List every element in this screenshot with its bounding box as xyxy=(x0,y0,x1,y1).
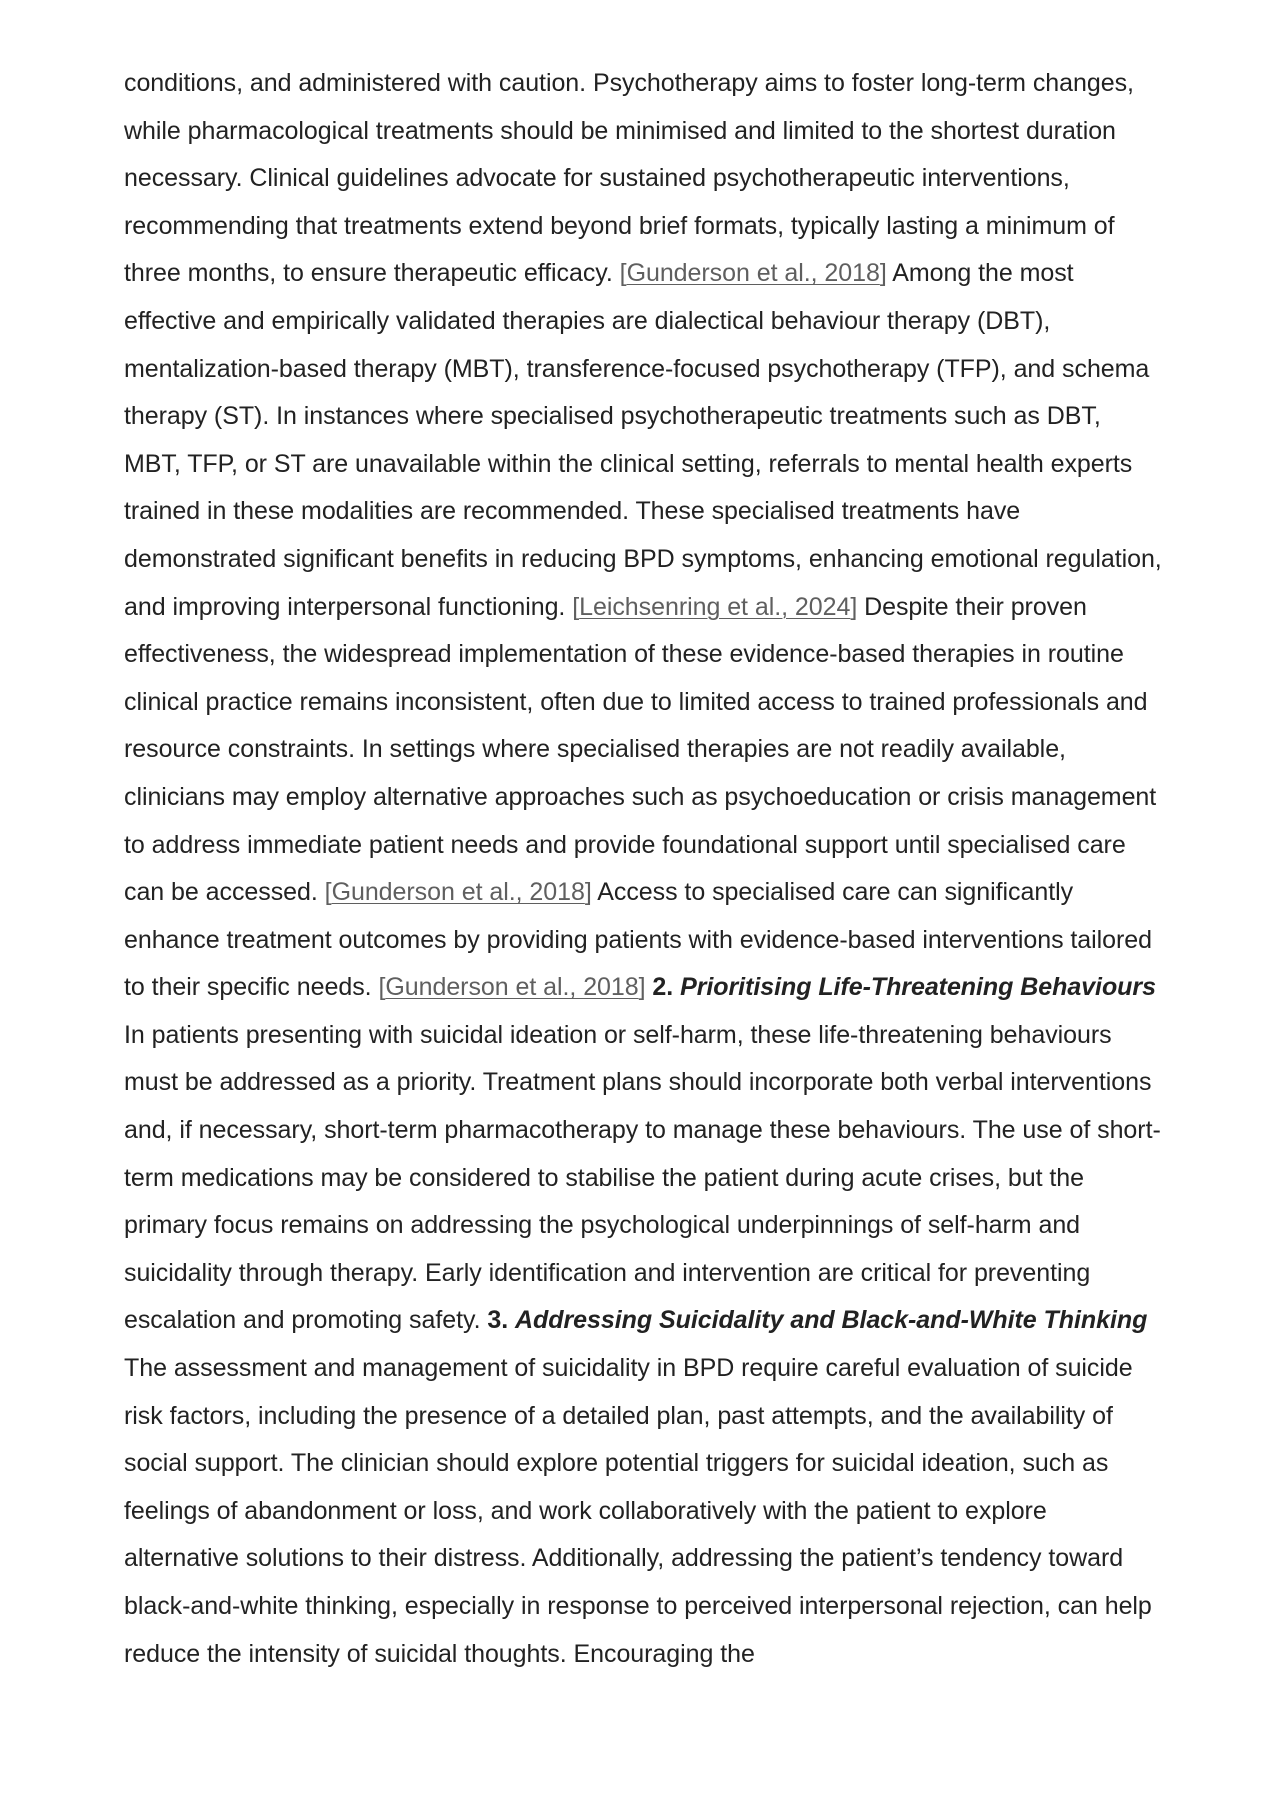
citation-link[interactable]: Leichsenring et al., 2024 xyxy=(579,592,851,621)
text-segment: Despite their proven effectiveness, the widespread implementation of these evidence-based therapies in routine clinical practice remains inconsistent, often due to limited access to trained professionals and resource constraints. In settings where specialised therapies are not readily available, clinicians may employ alternative approaches such as psychoeducation or crisis management to address immediate patient needs and provide foundational support until specialised care can be accessed. xyxy=(124,592,1157,907)
citation-link[interactable]: Gunderson et al., 2018 xyxy=(331,878,585,907)
body-paragraph xyxy=(124,60,1164,1678)
citation: [Leichsenring et al., 2024] xyxy=(572,592,858,621)
section-number: 3. xyxy=(487,1306,509,1335)
text-segment: Access to specialised care can significantly enhance treatment outcomes by providing patients with evidence-based interventions tailored to their specific needs. xyxy=(124,878,1153,1002)
text-segment: In patients presenting with suicidal ideation or self-harm, these life-threatening behaviours must be addressed as a priority. Treatment plans should incorporate both verbal interventions and, if necessary, short-term pharmacotherapy to manage these behaviours. The use of short-term medications may be considered to stabilise the patient during acute crises, but the primary focus remains on addressing the psychological underpinnings of self-harm and suicidality through therapy. Early identification and intervention are critical for preventing escalation and promoting safety. xyxy=(124,1020,1161,1335)
document-body xyxy=(124,60,1164,1678)
citation: [Gunderson et al., 2018] xyxy=(378,973,646,1002)
text-segment: The assessment and management of suicidality in BPD require careful evaluation of suicide risk factors, including the presence of a detailed plan, past attempts, and the availability of social support. The clinician should explore potential triggers for suicidal ideation, such as feelings of abandonment or loss, and work collaboratively with the patient to explore alternative solutions to their distress. Additionally, addressing the patient’s tendency toward black-and-white thinking, especially in response to perceived interpersonal rejection, can help reduce the intensity of suicidal thoughts. Encouraging the xyxy=(124,1354,1152,1668)
citation: [Gunderson et al., 2018] xyxy=(324,878,592,907)
section-heading: Addressing Suicidality and Black-and-White Thinking xyxy=(515,1306,1148,1335)
section-number: 2. xyxy=(652,973,674,1002)
citation: [Gunderson et al., 2018] xyxy=(619,259,887,288)
text-segment: Among the most effective and empirically validated therapies are dialectical behaviour therapy (DBT), mentalization-based therapy (MBT), transference-focused psychotherapy (TFP), and schema therapy (ST). In instances where specialised psychotherapeutic treatments such as DBT, MBT, TFP, or ST are unavailable within the clinical setting, referrals to mental health experts trained in these modalities are recommended. These specialised treatments have demonstrated significant benefits in reducing BPD symptoms, enhancing emotional regulation, and improving interpersonal functioning. xyxy=(124,259,1162,621)
citation-link[interactable]: Gunderson et al., 2018 xyxy=(626,259,880,288)
citation-link[interactable]: Gunderson et al., 2018 xyxy=(385,973,639,1002)
section-heading: Prioritising Life-Threatening Behaviours xyxy=(680,973,1156,1002)
text-segment: conditions, and administered with caution. Psychotherapy aims to foster long-term changes, while pharmacological treatments should be minimised and limited to the shortest duration necessary. Clinical guidelines advocate for sustained psychotherapeutic interventions, recommending that treatments extend beyond brief formats, typically lasting a minimum of three months, to ensure therapeutic efficacy. xyxy=(124,69,1134,288)
